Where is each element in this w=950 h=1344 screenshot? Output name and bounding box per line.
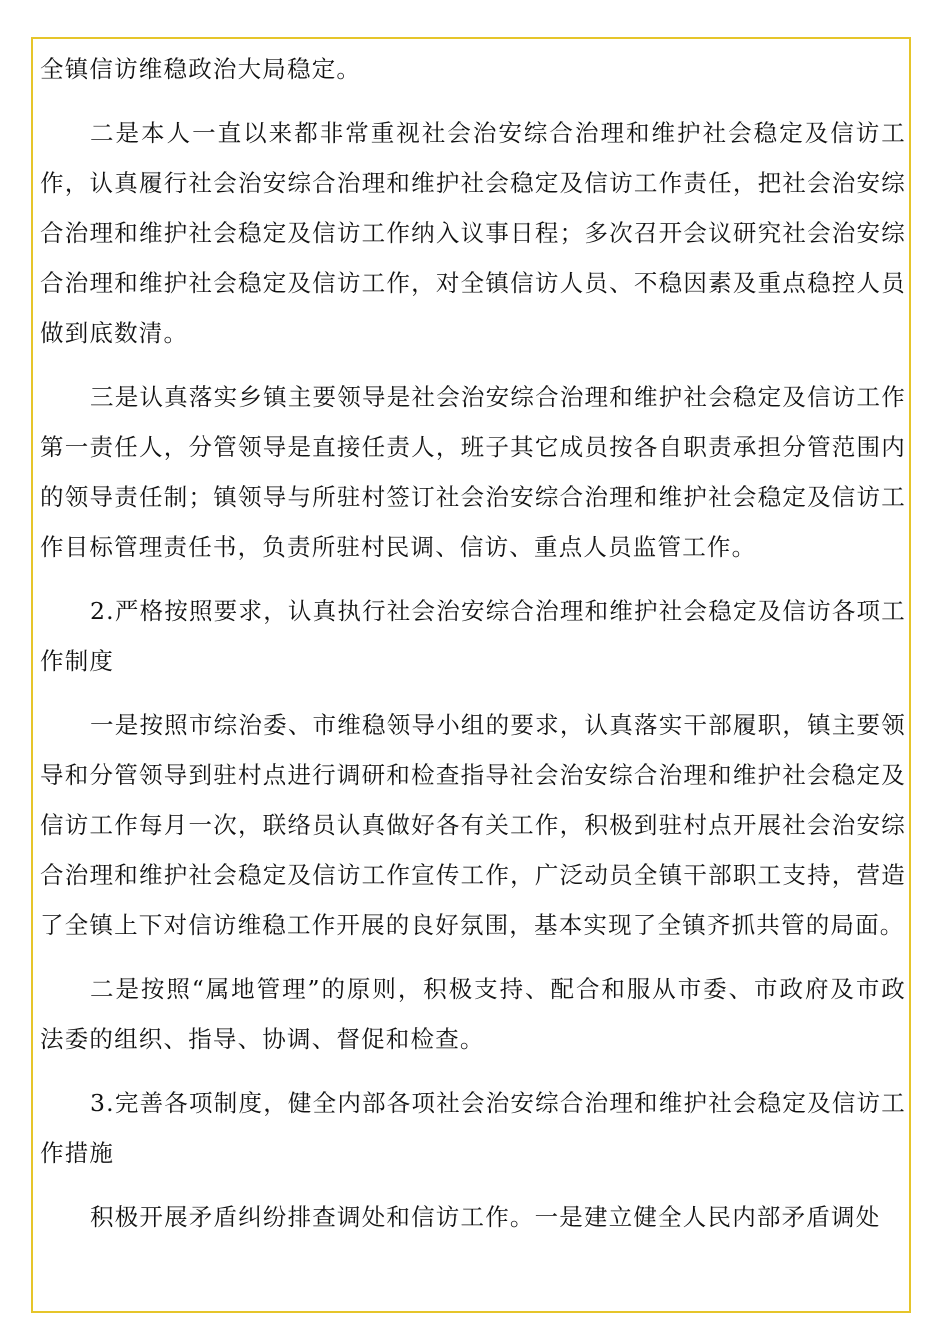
paragraph-3: 三是认真落实乡镇主要领导是社会治安综合治理和维护社会稳定及信访工作第一责任人，分管领导是直接任责人，班子其它成员按各自职责承担分管范围内的领导责任制；镇领导与所驻村签订社会治安综合治理和维护社会稳定及信访工作目标管理责任书，负责所驻村民调、信访、重点人员监管工作。 <box>40 383 906 561</box>
paragraph-4: 一是按照市综治委、市维稳领导小组的要求，认真落实干部履职，镇主要领导和分管领导到驻村点进行调研和检查指导社会治安综合治理和维护社会稳定及信访工作每月一次，联络员认真做好各有关工作，积极到驻村点开展社会治安综合治理和维护社会稳定及信访工作宣传工作，广泛动员全镇干部职工支持，营造了全镇上下对信访维稳工作开展的良好氛围，基本实现了全镇齐抓共管的局面。 <box>40 711 906 939</box>
section-heading-2: 2.严格按照要求，认真执行社会治安综合治理和维护社会稳定及信访各项工作制度 <box>40 597 906 675</box>
paragraph-2: 二是本人一直以来都非常重视社会治安综合治理和维护社会稳定及信访工作，认真履行社会治安综合治理和维护社会稳定及信访工作责任，把社会治安综合治理和维护社会稳定及信访工作纳入议事日程；多次召开会议研究社会治安综合治理和维护社会稳定及信访工作，对全镇信访人员、不稳因素及重点稳控人员做到底数清。 <box>40 119 906 347</box>
paragraph-1: 全镇信访维稳政治大局稳定。 <box>40 55 362 83</box>
paragraph-5: 二是按照“属地管理”的原则，积极支持、配合和服从市委、市政府及市政法委的组织、指导、协调、督促和检查。 <box>40 975 906 1053</box>
section-heading-3: 3.完善各项制度，健全内部各项社会治安综合治理和维护社会稳定及信访工作措施 <box>40 1089 906 1167</box>
paragraph-6: 积极开展矛盾纠纷排查调处和信访工作。一是建立健全人民内部矛盾调处 <box>90 1203 881 1231</box>
document-body <box>40 44 906 1256</box>
